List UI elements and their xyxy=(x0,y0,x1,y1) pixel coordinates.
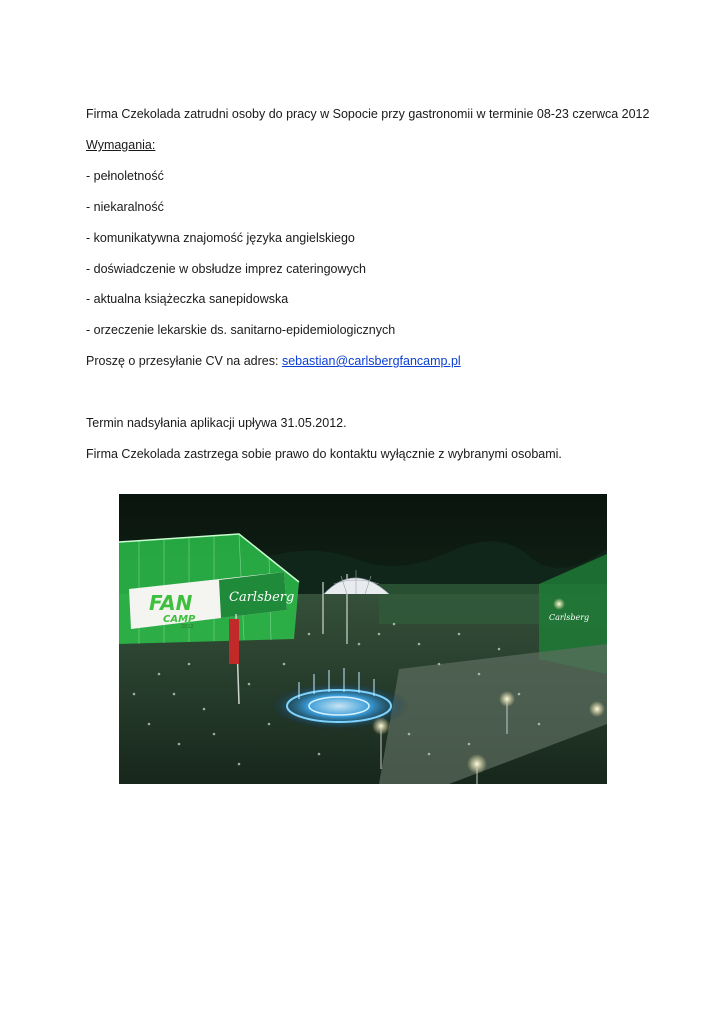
requirements-heading: Wymagania: xyxy=(86,138,156,152)
banner-fan-text: FAN xyxy=(149,591,193,615)
requirement-item: - aktualna książeczka sanepidowska xyxy=(86,292,289,306)
email-link[interactable]: sebastian@carlsbergfancamp.pl xyxy=(281,354,461,368)
banner-year-text: 2012 xyxy=(181,624,194,630)
fan-camp-photo xyxy=(119,494,607,784)
requirement-item: - doświadczenie w obsłudze imprez cateringowych xyxy=(86,262,366,276)
deadline-text: Termin nadsyłania aplikacji upływa 31.05.2012. xyxy=(86,416,347,430)
banner-brand-text: Carlsberg xyxy=(229,590,295,605)
cv-request-text: Proszę o przesyłanie CV na adres: xyxy=(86,354,282,368)
requirement-item: - niekaralność xyxy=(86,200,164,214)
requirement-item: - komunikatywna znajomość języka angielskiego xyxy=(86,231,355,245)
requirement-item: - pełnoletność xyxy=(86,169,164,183)
right-tent-brand-text: Carlsberg xyxy=(549,613,590,622)
cv-request-line xyxy=(86,353,461,369)
requirement-item: - orzeczenie lekarskie ds. sanitarno-epidemiologicznych xyxy=(86,323,396,337)
banner-camp-text: CAMP xyxy=(163,614,196,625)
intro-text: Firma Czekolada zatrudni osoby do pracy w Sopocie przy gastronomii w terminie 08-23 czerwca 2012 xyxy=(86,107,650,121)
reservation-text: Firma Czekolada zastrzega sobie prawo do kontaktu wyłącznie z wybranymi osobami. xyxy=(86,447,562,461)
